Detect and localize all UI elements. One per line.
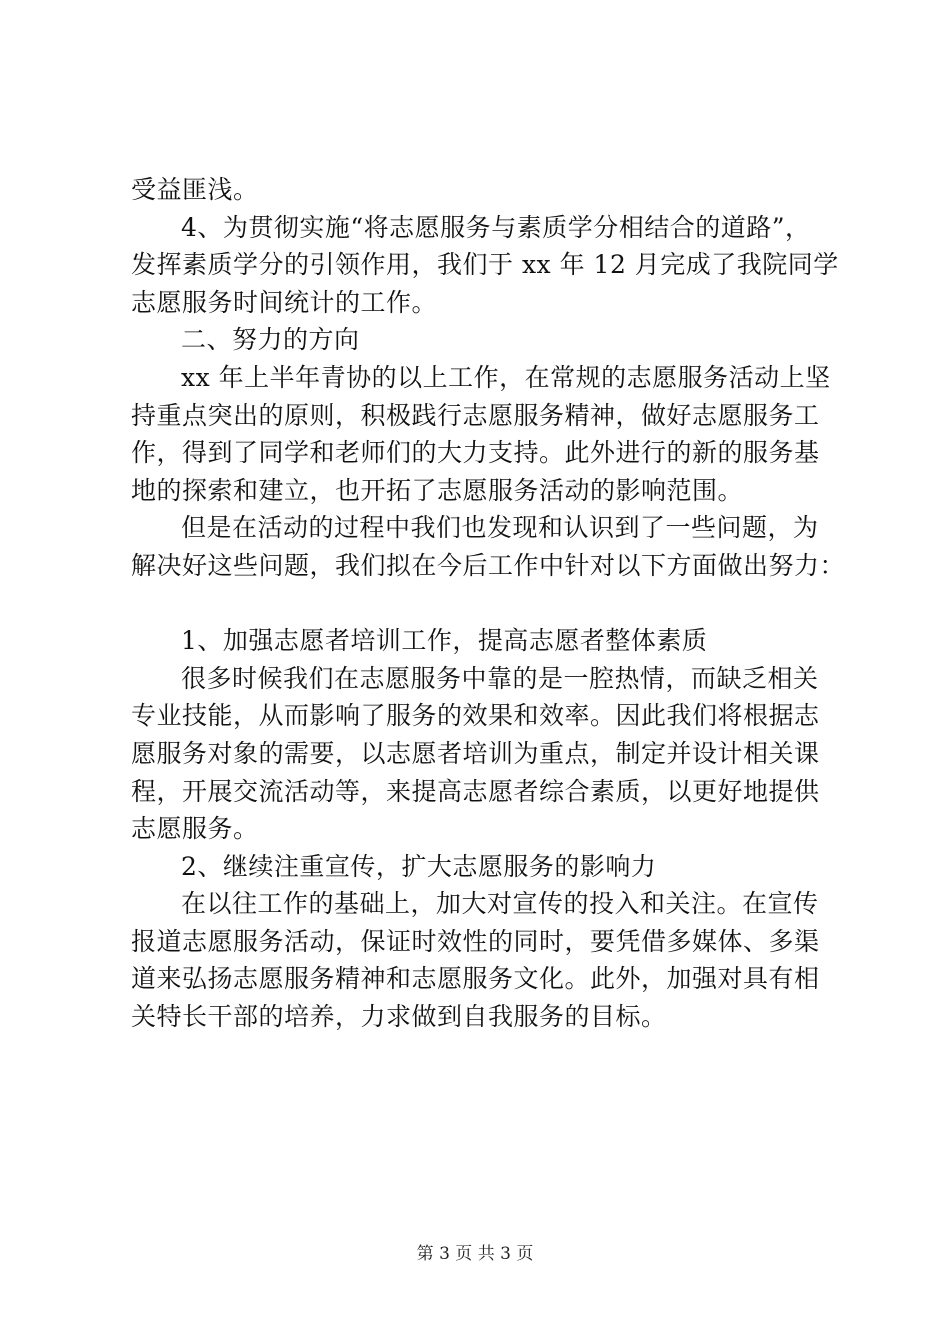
page-footer xyxy=(0,1243,950,1265)
paragraph-line: 作，得到了同学和老师们的大力支持。此外进行的新的服务基 xyxy=(131,438,820,468)
section-heading: 二、努力的方向 xyxy=(181,325,360,355)
paragraph-line: 解决好这些问题，我们拟在今后工作中针对以下方面做出努力： xyxy=(131,550,846,580)
paragraph-line: 但是在活动的过程中我们也发现和认识到了一些问题，为 xyxy=(181,513,819,543)
paragraph-line: xx 年上半年青协的以上工作，在常规的志愿服务活动上坚 xyxy=(181,362,831,392)
paragraph-line: 地的探索和建立，也开拓了志愿服务活动的影响范围。 xyxy=(131,475,744,505)
paragraph-line: 报道志愿服务活动，保证时效性的同时，要凭借多媒体、多渠 xyxy=(131,926,820,956)
paragraph-line: 道来弘扬志愿服务精神和志愿服务文化。此外，加强对具有相 xyxy=(131,964,820,994)
paragraph-line: 关特长干部的培养，力求做到自我服务的目标。 xyxy=(131,1002,667,1032)
paragraph-line: 受益匪浅。 xyxy=(131,175,259,204)
paragraph-line: 在以往工作的基础上，加大对宣传的投入和关注。在宣传 xyxy=(181,889,819,919)
paragraph-line: 4、为贯彻实施“将志愿服务与素质学分相结合的道路”， xyxy=(181,212,811,242)
paragraph-line: 愿服务对象的需要，以志愿者培训为重点，制定并设计相关课 xyxy=(131,738,820,768)
page-number-label: 第 3 页 共 3 页 xyxy=(416,1244,534,1264)
paragraph-line: 发挥素质学分的引领作用，我们于 xx 年 12 月完成了我院同学 xyxy=(131,250,839,280)
paragraph-line: 很多时候我们在志愿服务中靠的是一腔热情，而缺乏相关 xyxy=(181,663,819,693)
paragraph-line: 志愿服务。 xyxy=(131,814,259,844)
paragraph-line: 专业技能，从而影响了服务的效果和效率。因此我们将根据志 xyxy=(131,701,820,731)
subsection-heading: 2、继续注重宣传，扩大志愿服务的影响力 xyxy=(181,851,657,881)
blank-line xyxy=(131,585,831,623)
paragraph-line: 志愿服务时间统计的工作。 xyxy=(131,287,438,317)
paragraph-line: 程，开展交流活动等，来提高志愿者综合素质，以更好地提供 xyxy=(131,776,820,806)
paragraph-line: 持重点突出的原则，积极践行志愿服务精神，做好志愿服务工 xyxy=(131,400,820,430)
subsection-heading: 1、加强志愿者培训工作，提高志愿者整体素质 xyxy=(181,626,708,656)
document-body xyxy=(131,171,846,1036)
